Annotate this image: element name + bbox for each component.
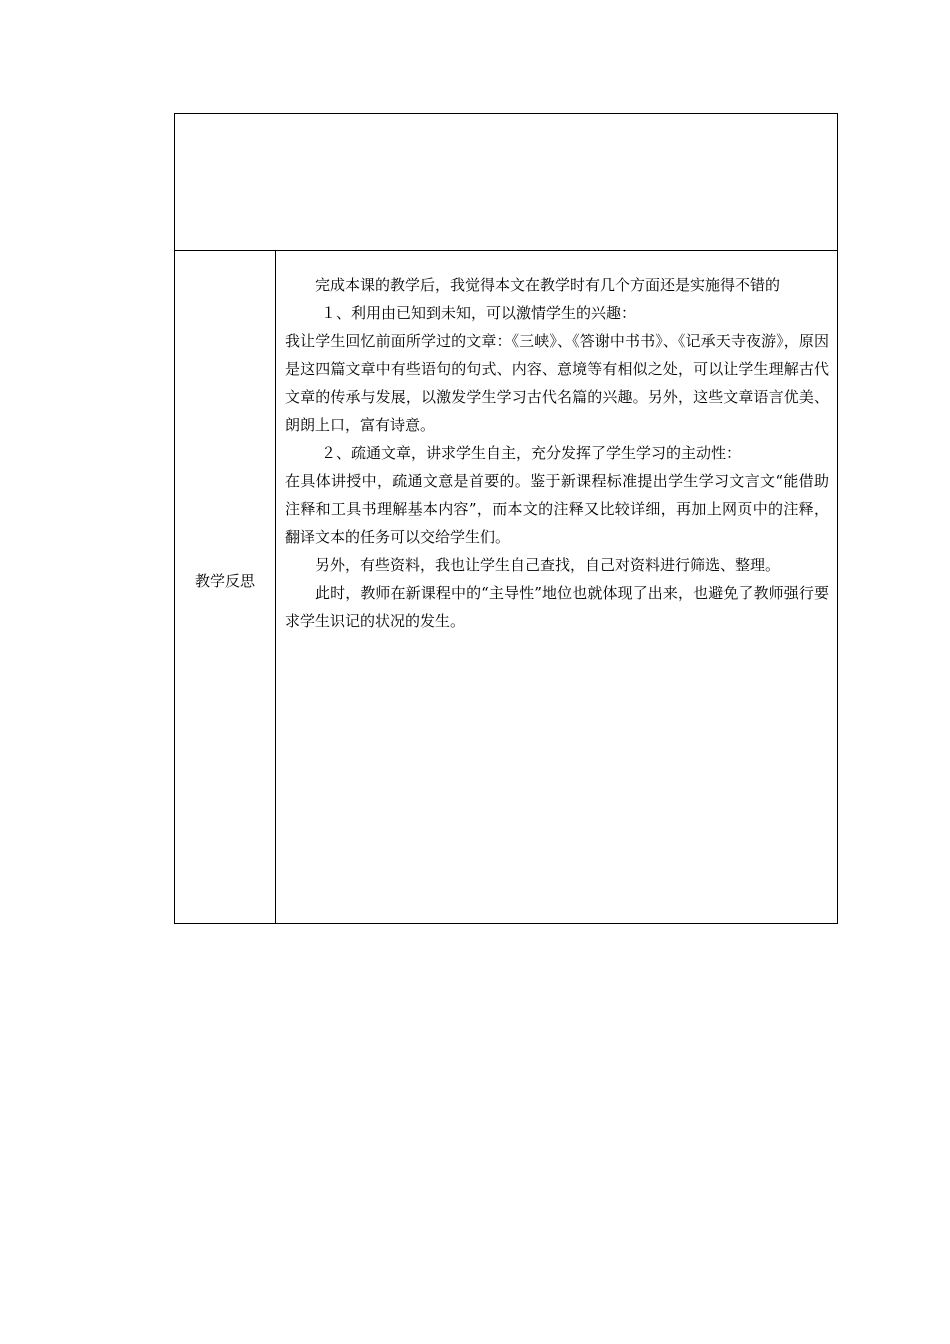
paragraph-point-2-heading: ２、疏通文章，讲求学生自主，充分发挥了学生学习的主动性： (321, 444, 742, 462)
paragraph-resources: 另外，有些资料，我也让学生自己查找，自己对资料进行筛选、整理。 (315, 556, 781, 574)
paragraph-intro: 完成本课的教学后，我觉得本文在教学时有几个方面还是实施得不错的 (315, 276, 781, 294)
label-cell (175, 251, 276, 923)
paragraph-conclusion: 此时，教师在新课程中的“主导性”地位也就体现了出来，也避免了教师强行要求学生识记的状况的发生。 (285, 584, 829, 630)
paragraph-point-1-heading: １、利用由已知到未知，可以激情学生的兴趣： (321, 304, 637, 322)
empty-top-row (175, 114, 837, 251)
paragraph-point-2-body: 在具体讲授中，疏通文意是首要的。鉴于新课程标准提出学生学习文言文“能借助注释和工具书理解基本内容”，而本文的注释又比较详细，再加上网页中的注释，翻译文本的任务可以交给学生们。 (285, 472, 829, 546)
reflection-table (174, 113, 838, 924)
paragraph-point-1-body: 我让学生回忆前面所学过的文章：《三峡》、《答谢中书书》、《记承天寺夜游》，原因是这四篇文章中有些语句的句式、内容、意境等有相似之处，可以让学生理解古代文章的传承与发展，以激发学生学习古代名篇的兴趣。另外，这些文章语言优美、朗朗上口，富有诗意。 (285, 332, 829, 434)
content-cell (276, 251, 837, 923)
row-label: 教学反思 (194, 572, 255, 590)
